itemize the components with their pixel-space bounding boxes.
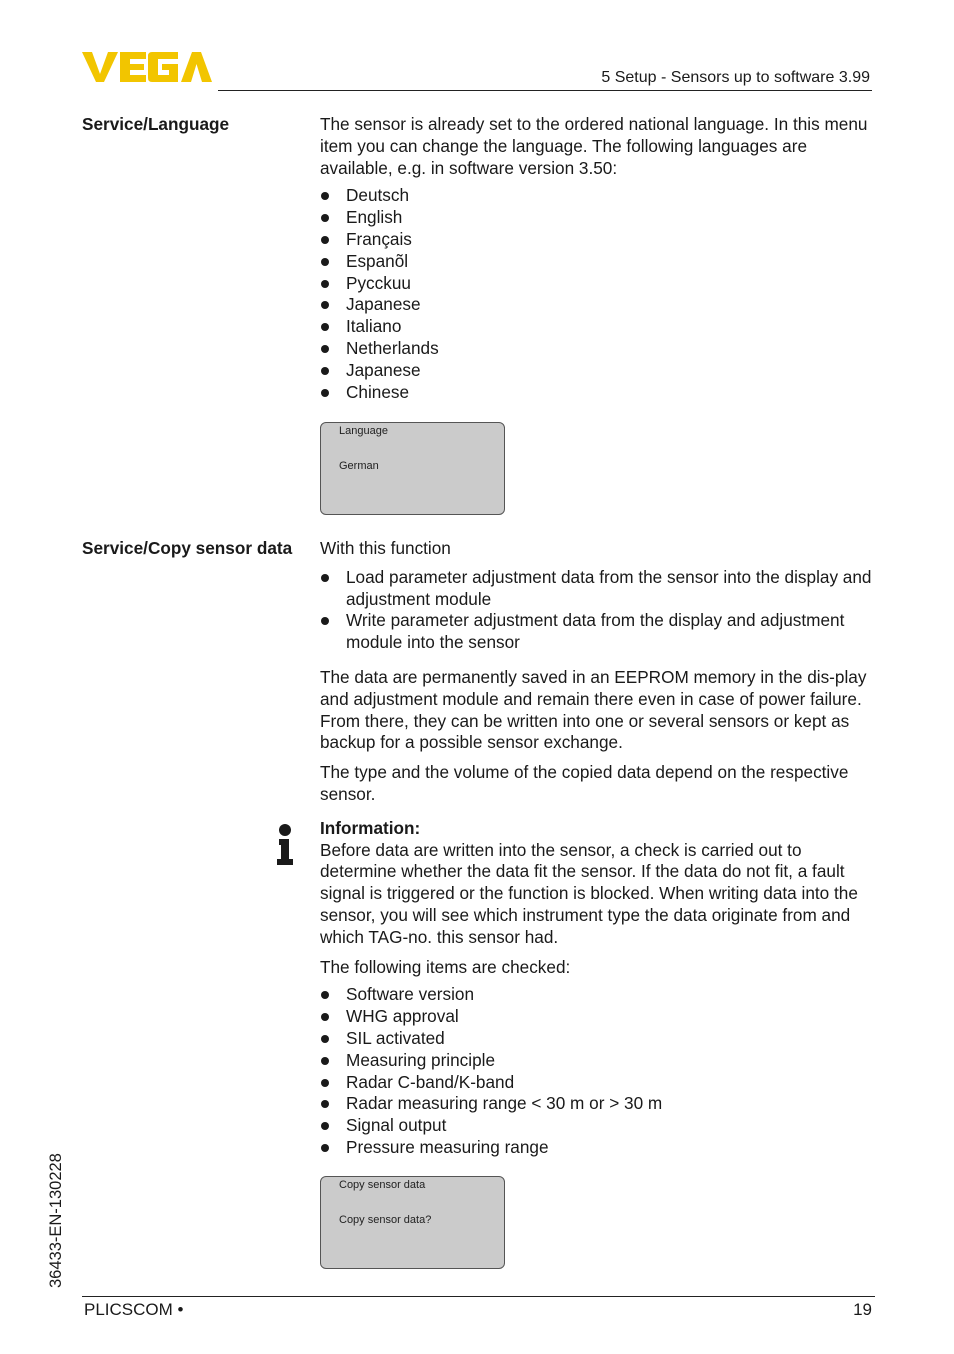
eeprom-paragraph: The data are permanently saved in an EEPROM memory in the dis-play and adjustment module and remain there even in case of power failure. From there, they can be written into one or several sensors or kept as backup for a possible sensor exchange. — [320, 666, 867, 753]
data-volume-paragraph: The type and the volume of the copied data depend on the respective sensor. — [320, 762, 849, 804]
language-list-item: Deutsch — [320, 185, 876, 207]
information-title: Information: — [320, 817, 421, 838]
language-list-item: Chinese — [320, 382, 876, 404]
display-menu-prompt: Copy sensor data? — [339, 1214, 432, 1226]
language-list-item: Japanese — [320, 294, 876, 316]
page-number: 19 — [853, 1300, 872, 1319]
language-list-item: Français — [320, 229, 876, 251]
checked-item: WHG approval — [320, 1006, 876, 1028]
document-number: 36433-EN-130228 — [47, 1153, 65, 1288]
checked-item: SIL activated — [320, 1028, 876, 1050]
language-display-screen — [320, 422, 505, 515]
copy-display-screen — [320, 1176, 505, 1269]
language-intro: The sensor is already set to the ordered national language. In this menu item you can change the language. The following languages are available, e.g. in software version 3.50: — [320, 114, 868, 178]
footer-divider — [82, 1296, 875, 1297]
checked-item: Radar measuring range < 30 m or > 30 m — [320, 1093, 876, 1115]
info-icon — [276, 824, 294, 866]
service-copy-heading: Service/Copy sensor data — [82, 538, 293, 558]
language-list — [320, 185, 876, 403]
language-list-item: Japanese — [320, 360, 876, 382]
checked-item: Software version — [320, 984, 876, 1006]
display-menu-value: German — [339, 460, 379, 472]
language-list-item: English — [320, 207, 876, 229]
checked-item: Pressure measuring range — [320, 1137, 876, 1159]
checked-items-list — [320, 984, 876, 1158]
service-language-section — [320, 114, 876, 403]
copy-function-item: Write parameter adjustment data from the display and adjustment module into the sensor — [320, 610, 876, 654]
language-list-item: Netherlands — [320, 338, 876, 360]
information-text: Before data are written into the sensor, a check is carried out to determine whether the data fit the sensor. If the data do not fit, a fault signal is triggered or the function is blocked. When writing data into the sensor, you will see which instrument type the data originate from and which TAG-no. this sensor had. — [320, 839, 858, 947]
service-language-heading: Service/Language — [82, 114, 230, 134]
checked-items-intro: The following items are checked: — [320, 956, 571, 977]
header-divider — [218, 90, 872, 91]
copy-function-list — [320, 567, 876, 654]
language-list-item: Espanõl — [320, 251, 876, 273]
section-title: 5 Setup - Sensors up to software 3.99 — [601, 69, 870, 86]
copy-intro: With this function — [320, 538, 451, 558]
checked-item: Radar C-band/K-band — [320, 1072, 876, 1094]
copy-function-item: Load parameter adjustment data from the sensor into the display and adjustment module — [320, 567, 876, 611]
language-list-item: Pycckuu — [320, 273, 876, 295]
language-list-item: Italiano — [320, 316, 876, 338]
checked-item: Measuring principle — [320, 1050, 876, 1072]
service-copy-section — [320, 538, 876, 1159]
display-menu-title: Language — [339, 425, 388, 437]
display-menu-title: Copy sensor data — [339, 1179, 426, 1191]
vega-logo — [82, 50, 212, 84]
checked-item: Signal output — [320, 1115, 876, 1137]
product-name: PLICSCOM • — [84, 1300, 184, 1319]
